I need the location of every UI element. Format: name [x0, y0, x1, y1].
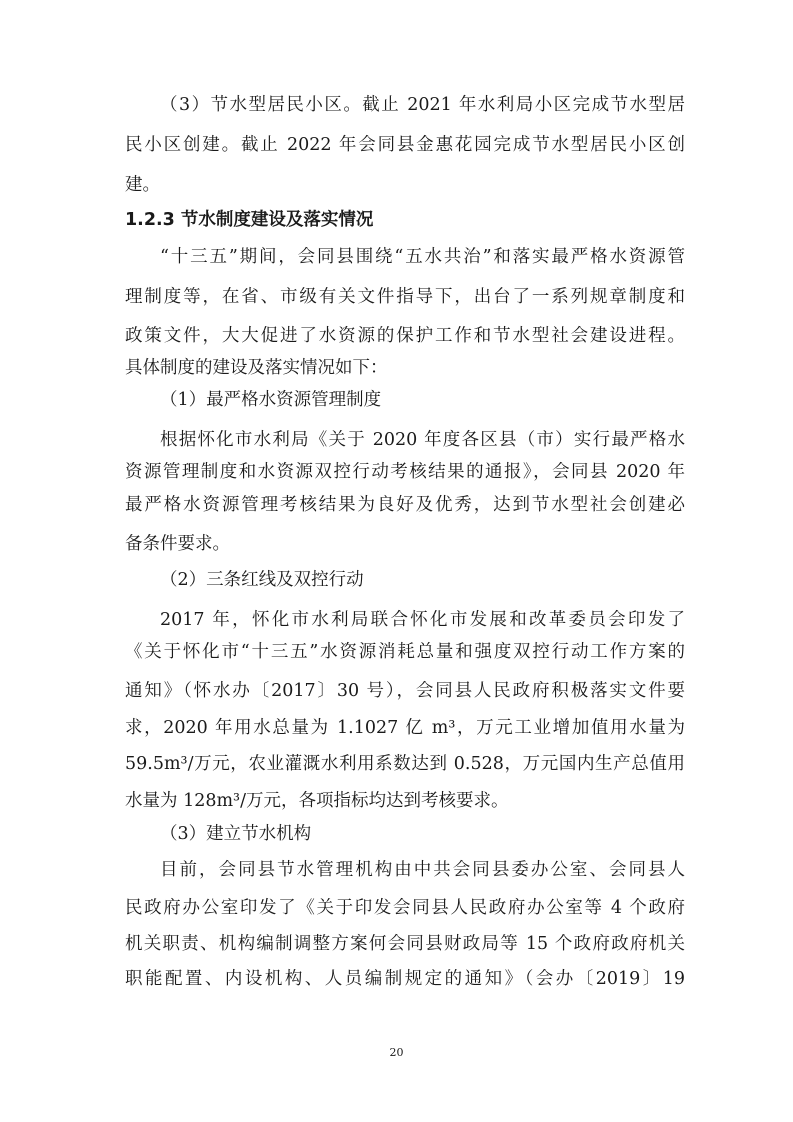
paragraph-line: 求，2020 年用水总量为 1.1027 亿 m³，万元工业增加值用水量为 — [125, 718, 685, 738]
paragraph-line: 具体制度的建设及落实情况如下： — [125, 358, 388, 378]
paragraph-line: 最严格水资源管理考核结果为良好及优秀，达到节水型社会创建必 — [125, 495, 685, 515]
section-heading: 1.2.3 节水制度建设及落实情况 — [125, 210, 374, 230]
paragraph-line: 职能配置、内设机构、人员编制规定的通知》（会办〔2019〕19 — [125, 969, 685, 989]
paragraph-line: （3）节水型居民小区。截止 2021 年水利局小区完成节水型居 — [160, 95, 685, 115]
paragraph-line: 目前，会同县节水管理机构由中共会同县委办公室、会同县人 — [160, 860, 685, 880]
paragraph-line: 《关于怀化市“十三五”水资源消耗总量和强度双控行动工作方案的 — [125, 642, 685, 662]
paragraph-line: 民小区创建。截止 2022 年会同县金惠花园完成节水型居民小区创 — [125, 135, 685, 155]
paragraph-line: 2017 年，怀化市水利局联合怀化市发展和改革委员会印发了 — [160, 610, 685, 630]
paragraph-line: 备条件要求。 — [125, 534, 230, 554]
subsection-title: （1）最严格水资源管理制度 — [160, 390, 382, 410]
paragraph-line: 民政府办公室印发了《关于印发会同县人民政府办公室等 4 个政府 — [125, 898, 685, 918]
paragraph-line: 水量为 128m³/万元，各项指标均达到考核要求。 — [125, 791, 509, 811]
paragraph-line: “十三五”期间，会同县围绕“五水共治”和落实最严格水资源管 — [160, 247, 685, 267]
paragraph-line: 59.5m³/万元，农业灌溉水利用系数达到 0.528，万元国内生产总值用 — [125, 754, 685, 774]
paragraph-line: 理制度等，在省、市级有关文件指导下，出台了一系列规章制度和 — [125, 287, 685, 307]
subsection-title: （3）建立节水机构 — [160, 824, 312, 844]
page-number: 20 — [389, 1046, 404, 1059]
paragraph-line: 政策文件，大大促进了水资源的保护工作和节水型社会建设进程。 — [125, 326, 685, 346]
paragraph-line: 建。 — [125, 175, 160, 195]
paragraph-line: 资源管理制度和水资源双控行动考核结果的通报》，会同县 2020 年 — [125, 462, 685, 482]
paragraph-line: 根据怀化市水利局《关于 2020 年度各区县（市）实行最严格水 — [160, 430, 685, 450]
subsection-title: （2）三条红线及双控行动 — [160, 570, 364, 590]
paragraph-line: 机关职责、机构编制调整方案何会同县财政局等 15 个政府政府机关 — [125, 934, 685, 954]
paragraph-line: 通知》（怀水办〔2017〕30 号），会同县人民政府积极落实文件要 — [125, 681, 685, 701]
